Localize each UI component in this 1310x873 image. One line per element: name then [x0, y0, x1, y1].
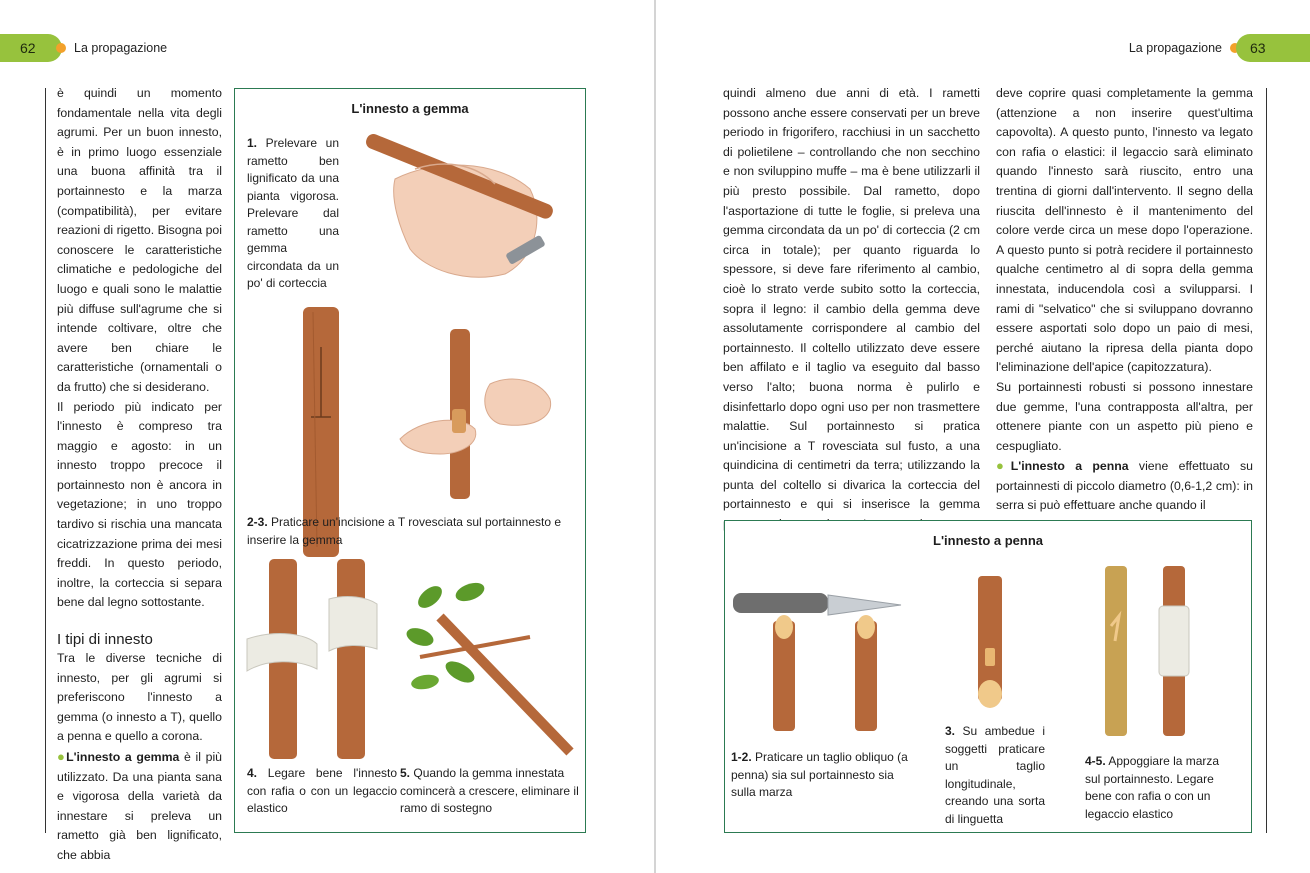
- figure-box-gemma: [234, 88, 586, 833]
- caption-step3: [945, 723, 1045, 828]
- paragraph: Tra le diverse tecniche di innesto, per gli agrumi si preferiscono l'innesto a gemma (o innesto a T), quello a penna e quello a corona.: [57, 651, 222, 744]
- step-text: Legare bene l'innesto con rafia o con un legaccio elastico: [247, 766, 397, 815]
- illustration-tongue-cut: [973, 576, 1013, 711]
- illustration-insert-bud: [380, 329, 565, 499]
- step-text: Quando la gemma innestata comincerà a crescere, eliminare il ramo di sostegno: [400, 766, 579, 815]
- paragraph: [57, 747, 222, 866]
- right-header: [1129, 34, 1310, 62]
- step-number: 1-2.: [731, 750, 752, 764]
- paragraph: Su portainnesti robusti si possono innestare due gemme, l'una contrapposta all'altra, per ottenere piante con un aspetto più pieno e cespugliato.: [996, 379, 1253, 453]
- bullet-dot-icon: [56, 43, 66, 53]
- left-page: [0, 0, 654, 873]
- step-number: 2-3.: [247, 515, 268, 529]
- right-page: [656, 0, 1310, 873]
- section-title-left: La propagazione: [74, 41, 168, 55]
- box-title: L'innesto a penna: [933, 533, 1043, 548]
- step-number: 4-5.: [1085, 754, 1106, 768]
- step-number: 1.: [247, 136, 258, 150]
- term-bold: L'innesto a penna: [1010, 459, 1129, 474]
- section-title-right: La propagazione: [1128, 41, 1222, 55]
- illustration-joined-bound: [1097, 566, 1207, 736]
- right-text-column-1: [723, 84, 980, 535]
- step-text: Praticare un'incisione a T rovesciata sul portainnesto e inserire la gemma: [247, 515, 562, 547]
- paragraph: quindi almeno due anni di età. I rametti possono anche essere conservati per un breve periodo in frigorifero, racchiusi in un sacchetto di polietilene – controllando che non secchino e non sviluppino muffe – ma è bene utilizzarli il più presto possibile. Dal rametto, dopo l'asportazione di tutte le foglie, si preleva una gemma circondata da un po' di corteccia (2 cm circa in totale); per quanto riguarda lo spessore, si deve fare riferimento al cambio, cioè lo strato verde subito sotto la corteccia, sopra il legno: il cambio della gemma deve assolutamente corrispondere al cambio del portainnesto. Il coltello utilizzato deve essere ben affilato e il taglio va eseguito dal basso verso l'alto; buona norma è pulirlo e disinfettarlo dopo ogni uso per non trasmettere malattie. Sul portainnesto si pratica un'incisione a T rovesciata sul fusto, a una quindicina di centimetri da terra; utilizzando la punta del coltello si divarica la corteccia del portainnesto e qui si inserisce la gemma: [723, 86, 980, 512]
- step-text: Appoggiare la marza sul portainnesto. Legare bene con rafia o con un legaccio elastico: [1085, 754, 1220, 821]
- step-number: 3.: [945, 724, 956, 738]
- paragraph: [996, 456, 1253, 516]
- caption-step12: [731, 749, 911, 802]
- illustration-bound-graft: [247, 559, 407, 759]
- paragraph-rest: è il più utilizzato. Da una pianta sana e vigorosa della varietà da innestare si preleva un rametto già ben lignificato, che abbia: [57, 750, 223, 862]
- illustration-hand-twig: [355, 139, 585, 284]
- step-text: Prelevare un rametto ben lignificato da una pianta vigorosa. Prelevare dal rametto una gemma circondata da un po' di corteccia: [247, 136, 339, 290]
- caption-step5: [400, 765, 580, 818]
- illustration-growing-shoot: [400, 577, 580, 757]
- term-bold: L'innesto a gemma: [66, 750, 180, 764]
- column-rule: [45, 88, 46, 833]
- left-text-column: [57, 84, 222, 866]
- caption-step1: [247, 135, 339, 293]
- step-number: 5.: [400, 766, 411, 780]
- box-title: L'innesto a gemma: [351, 101, 469, 116]
- figure-box-penna: [724, 520, 1252, 833]
- column-rule: [1266, 88, 1267, 833]
- right-text-column-2: [996, 84, 1253, 516]
- green-bullet-icon: ●: [996, 458, 1011, 474]
- caption-step4: [247, 765, 397, 818]
- step-number: 4.: [247, 766, 258, 780]
- step-text: Praticare un taglio obliquo (a penna) sia sul portainnesto sia sulla marza: [731, 750, 908, 799]
- caption-step23: [247, 514, 577, 549]
- paragraph-rest: viene effettuato su portainnesti di piccolo diametro (0,6-1,2 cm): in serra si può effettuare anche quando il: [996, 459, 1253, 513]
- paragraph: è quindi un momento fondamentale nella vita degli agrumi. Per un buon innesto, è in primo luogo essenziale una buona affinità tra il portainnesto e la marza (compatibilità), per evitare reazioni di rigetto. Bisogna poi conoscere le caratteristiche climatiche e pedologiche del luogo e quali sono le malattie più diffuse sull'agrume che si intende coltivare, oltre che avere ben chiare le caratteristiche (ornamentali o da frutto) che si desiderano.: [57, 86, 222, 394]
- left-header: [0, 34, 167, 62]
- page-number-right: 63: [1236, 34, 1310, 62]
- paragraph: Il periodo più indicato per l'innesto è compreso tra maggio e agosto: in un innesto troppo precoce il portainnesto non è ancora in vegetazione; in uno troppo tardivo si rischia una mancata cicatrizzazione prima dei mesi freddi. In questo periodo, inoltre, la corteccia si separa bene dal legno sottostante.: [57, 399, 222, 610]
- green-bullet-icon: ●: [57, 749, 67, 764]
- illustration-oblique-cut: [733, 591, 913, 736]
- caption-step45: [1085, 753, 1235, 823]
- page-number-left: 62: [0, 34, 62, 62]
- paragraph: deve coprire quasi completamente la gemma (attenzione a non inserire quest'ultima capovolta). A questo punto, l'innesto va legato con rafia o elastici: il legaccio sarà eliminato quando l'innesto sarà riuscito, entro una trentina di giorni dall'intervento. Il segno della riuscita dell'innesto è il mantenimento del colore verde circa un mese dopo l'operazione. A questo punto si potrà recidere il portainnesto qualche centimetro al di sopra della gemma innestata, inducendola così a svilupparsi. I rami di "selvatico" che si sviluppano dovranno essere asportati solo dopo un paio di mesi, perché aiutano la ripresa della pianta dopo l'eliminazione dell'apice (capitozzatura).: [996, 86, 1253, 375]
- step-text: Su ambedue i soggetti praticare un taglio longitudinale, creando una sorta di linguetta: [945, 724, 1045, 826]
- section-heading: I tipi di innesto: [57, 631, 153, 649]
